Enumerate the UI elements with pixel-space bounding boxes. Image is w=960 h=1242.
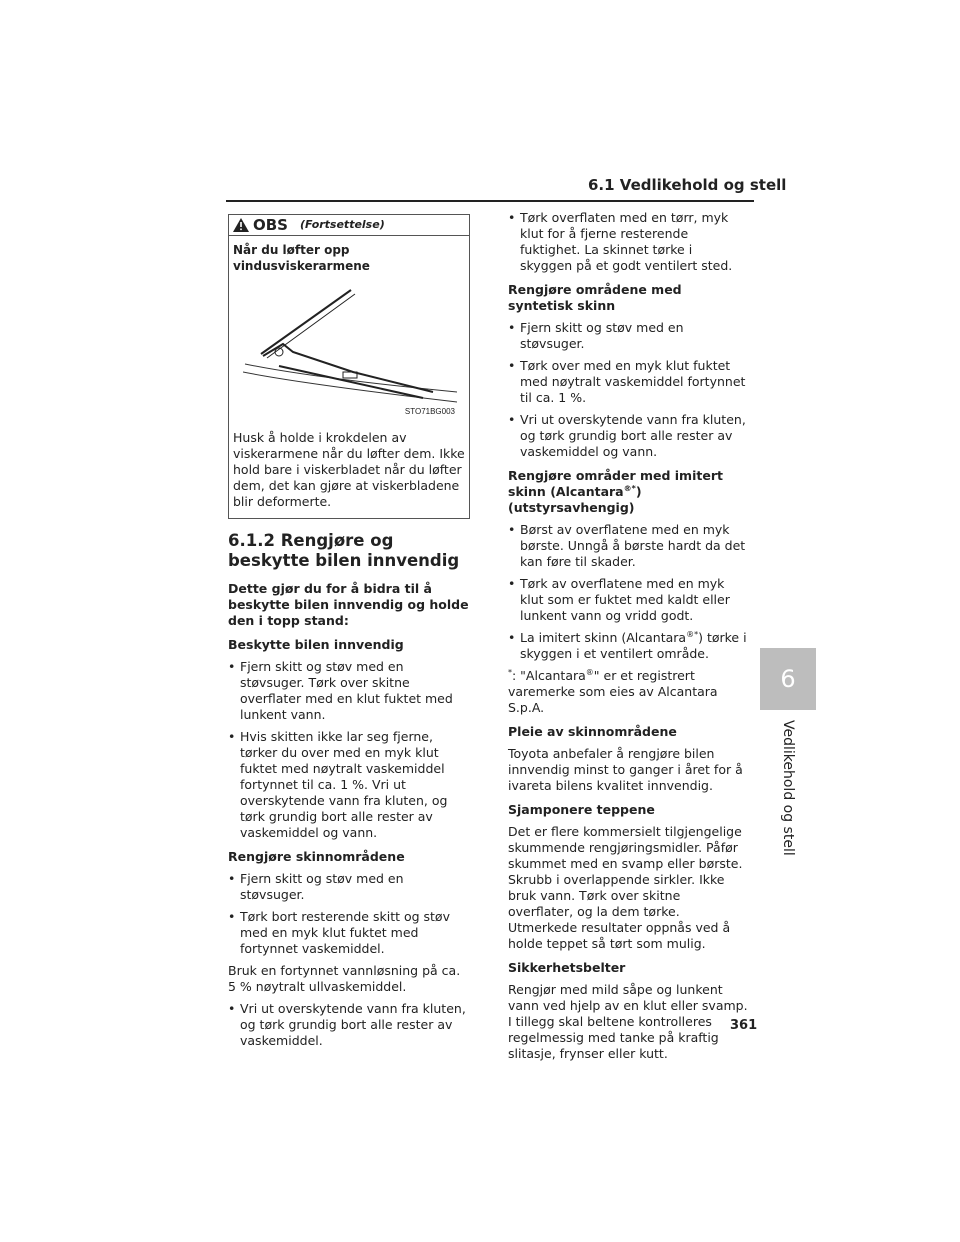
list-leather: [228, 871, 470, 957]
wiper-arm-illustration: [243, 282, 457, 422]
header-rule: [226, 200, 754, 202]
alcantara-sup: ®*: [686, 629, 699, 639]
list-item: • Hvis skitten ikke lar seg fjerne, tørker du over med en myk klut fuktet med nøytralt vaskemiddel fortynnet til ca. 1 %. Vri ut overskytende vann fra kluten, og tørk grundig bort alle rester av vaskemiddel og vann.: [228, 729, 470, 841]
paragraph-care: Toyota anbefaler å rengjøre bilen innvendig minst to ganger i året for å ivareta bilens kvalitet innvendig.: [508, 746, 743, 793]
list-item: [508, 630, 748, 662]
list-rinse: [228, 1001, 470, 1049]
section-title: 6.1.2 Rengjøre og beskytte bilen innvendig: [228, 531, 460, 570]
paragraph-belts: Rengjør med mild såpe og lunkent vann ved hjelp av en klut eller svamp. I tillegg skal beltene kontrolleres regelmessig med tanke på kraftig slitasje, frynser eller kutt.: [508, 982, 748, 1061]
list-item: • Vri ut overskytende vann fra kluten, og tørk grundig bort alle rester av vaskemiddel.: [228, 1001, 470, 1049]
list-item: • Vri ut overskytende vann fra kluten, og tørk grundig bort alle rester av vaskemiddel og vann.: [508, 412, 748, 460]
subheading-alcantara: [508, 468, 748, 516]
list-item: • Tørk bort resterende skitt og støv med en myk klut fuktet med fortynnet vaskemiddel.: [228, 909, 470, 957]
alcantara-text-a: La imitert skinn (Alcantara: [520, 630, 687, 645]
footnote-star: *: [508, 667, 512, 677]
subheading-synthetic: Rengjøre områdene med syntetisk skinn: [508, 282, 682, 313]
notice-subheading: Når du løfter opp vindusviskerarmene: [233, 243, 370, 273]
list-alcantara: [508, 522, 748, 662]
footnote-b: " er et registrert varemerke som eies av Alcantara S.p.A.: [508, 668, 718, 715]
subheading-carpet: Sjamponere teppene: [508, 802, 655, 817]
subheading-care: Pleie av skinnområdene: [508, 724, 677, 739]
list-dry: [508, 210, 748, 274]
notice-box: [228, 214, 470, 519]
wiper-figure: [243, 282, 455, 422]
subheading-alcantara-a: Rengjøre områder med imitert skinn (Alcantara: [508, 468, 723, 499]
subheading-alcantara-sup: ®*: [623, 483, 636, 493]
notice-body: Husk å holde i krokdelen av viskerarmene når du løfter dem. Ikke hold bare i viskerbladet når du løfter dem, det kan gjøre at viskerbladene blir deformerte.: [233, 430, 465, 509]
list-item: • Fjern skitt og støv med en støvsuger.: [228, 871, 470, 903]
left-column: [228, 214, 470, 1055]
paragraph-carpet: Det er flere kommersielt tilgjengelige skummende rengjøringsmidler. Påfør skummet med en svamp eller børste. Skrubb i overlappende sirkler. Ikke bruk vann. Tørk over skitne overflater, og la dem tørke. Utmerkede resultater oppnås ved å holde teppet så tørt som mulig.: [508, 824, 743, 951]
subheading-protect: Beskytte bilen innvendig: [228, 637, 404, 652]
intro-lead: Dette gjør du for å bidra til å beskytte bilen innvendig og holde den i topp stand:: [228, 581, 469, 628]
list-item: • Tørk av overflatene med en myk klut som er fuktet med kaldt eller lunkent vann og vridd godt.: [508, 576, 748, 624]
right-column: [508, 210, 748, 1068]
list-item: • Børst av overflatene med en myk børste. Unngå å børste hardt da det kan føre til skader.: [508, 522, 748, 570]
notice-header: [229, 215, 469, 236]
figure-code: STO71BG003: [404, 407, 455, 416]
warning-icon: [233, 218, 249, 232]
chapter-label: Vedlikehold og stell: [780, 720, 796, 856]
chapter-number: 6: [780, 665, 796, 693]
alcantara-text-b: ) tørke i skyggen i et ventilert område.: [520, 630, 747, 661]
notice-label: OBS: [253, 216, 288, 234]
footnote-sup: ®: [585, 667, 594, 677]
list-item: • Tørk over med en myk klut fuktet med nøytralt vaskemiddel fortynnet til ca. 1 %.: [508, 358, 748, 406]
footnote-a: : "Alcantara: [512, 668, 586, 683]
list-item: • Fjern skitt og støv med en støvsuger.: [508, 320, 748, 352]
list-synthetic: [508, 320, 748, 460]
page-number: 361: [730, 1018, 758, 1033]
subheading-leather: Rengjøre skinnområdene: [228, 849, 405, 864]
list-item: • Tørk overflaten med en tørr, myk klut for å fjerne resterende fuktighet. La skinnet tørke i skyggen på et godt ventilert sted.: [508, 210, 748, 274]
trademark-footnote: [508, 668, 748, 716]
subheading-alcantara-b: ) (utstyrsavhengig): [508, 484, 642, 515]
paragraph-solution: Bruk en fortynnet vannløsning på ca. 5 % nøytralt ullvaskemiddel.: [228, 963, 461, 994]
chapter-tab: [760, 648, 816, 710]
list-item: • Fjern skitt og støv med en støvsuger. Tørk over skitne overflater med en klut fuktet med lunkent vann.: [228, 659, 470, 723]
notice-continued: (Fortsettelse): [300, 218, 385, 231]
list-protect: [228, 659, 470, 841]
subheading-belts: Sikkerhetsbelter: [508, 960, 626, 975]
section-header: 6.1 Vedlikehold og stell: [588, 176, 787, 194]
